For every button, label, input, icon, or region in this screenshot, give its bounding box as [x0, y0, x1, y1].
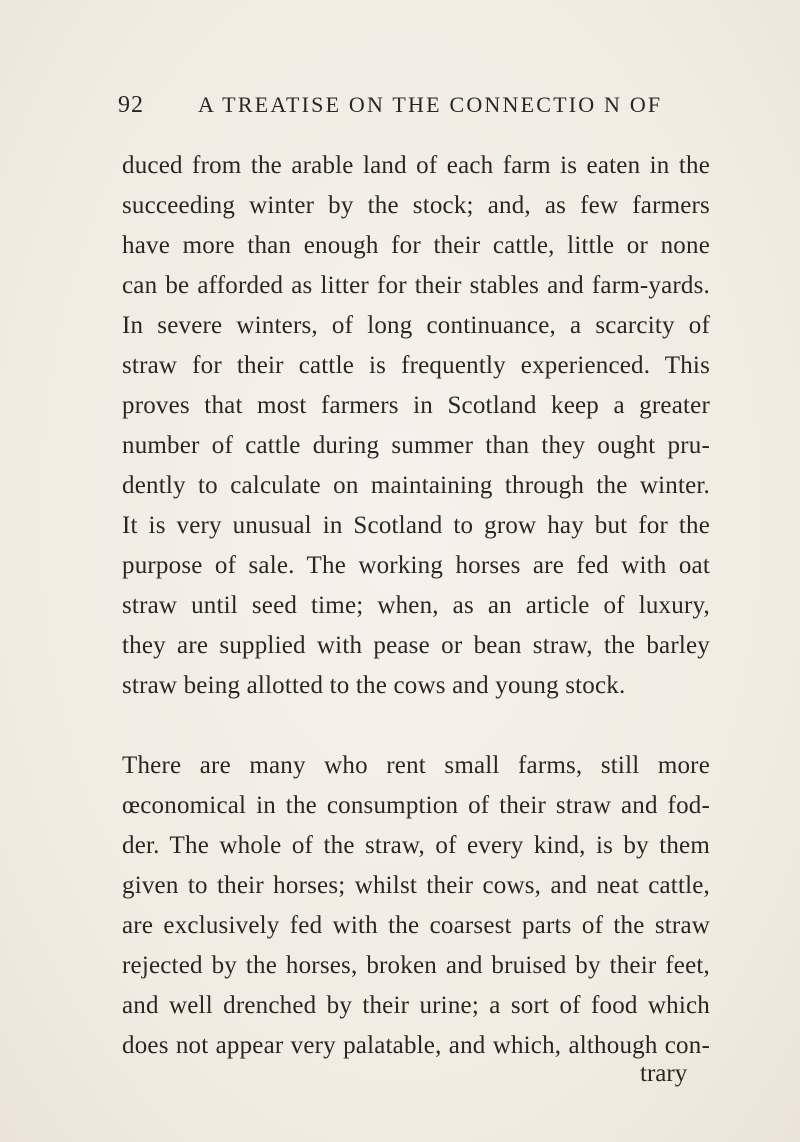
text-line: does not appear very palatable, and which, although con-	[122, 1032, 710, 1059]
text-line: can be afforded as litter for their stables and farm-yards.	[122, 272, 710, 299]
paragraph	[122, 746, 710, 1066]
text-line: rejected by the horses, broken and bruised by their feet,	[122, 952, 710, 979]
text-line: dently to calculate on maintaining through the winter.	[122, 472, 710, 499]
text-line: succeeding winter by the stock; and, as few farmers	[122, 192, 710, 219]
text-line: are exclusively fed with the coarsest parts of the straw	[122, 912, 710, 939]
text-line: straw until seed time; when, as an article of luxury,	[122, 592, 710, 619]
running-title: A TREATISE ON THE CONNECTIO N OF	[198, 92, 663, 117]
text-line: straw being allotted to the cows and young stock.	[122, 672, 626, 699]
text-line: purpose of sale. The working horses are fed with oat	[122, 552, 710, 579]
text-line: and well drenched by their urine; a sort of food which	[122, 992, 710, 1019]
page-number: 92	[118, 92, 144, 118]
text-line: In severe winters, of long continuance, a scarcity of	[122, 312, 710, 339]
paragraph-gap	[122, 706, 710, 746]
text-line: given to their horses; whilst their cows, and neat cattle,	[122, 872, 710, 899]
text-line: proves that most farmers in Scotland keep a greater	[122, 392, 710, 419]
text-line: duced from the arable land of each farm is eaten in the	[122, 152, 710, 179]
text-line: number of cattle during summer than they ought pru-	[122, 432, 710, 459]
text-line: straw for their cattle is frequently experienced. This	[122, 352, 710, 379]
text-line: have more than enough for their cattle, little or none	[122, 232, 710, 259]
body-text	[122, 146, 710, 1066]
catchword: trary	[640, 1060, 688, 1087]
text-line: It is very unusual in Scotland to grow hay but for the	[122, 512, 710, 539]
running-head	[118, 92, 718, 122]
text-line: they are supplied with pease or bean straw, the barley	[122, 632, 710, 659]
text-line: There are many who rent small farms, still more	[122, 752, 710, 779]
paragraph	[122, 146, 710, 706]
text-line: œconomical in the consumption of their straw and fod-	[122, 792, 710, 819]
text-line: der. The whole of the straw, of every kind, is by them	[122, 832, 710, 859]
